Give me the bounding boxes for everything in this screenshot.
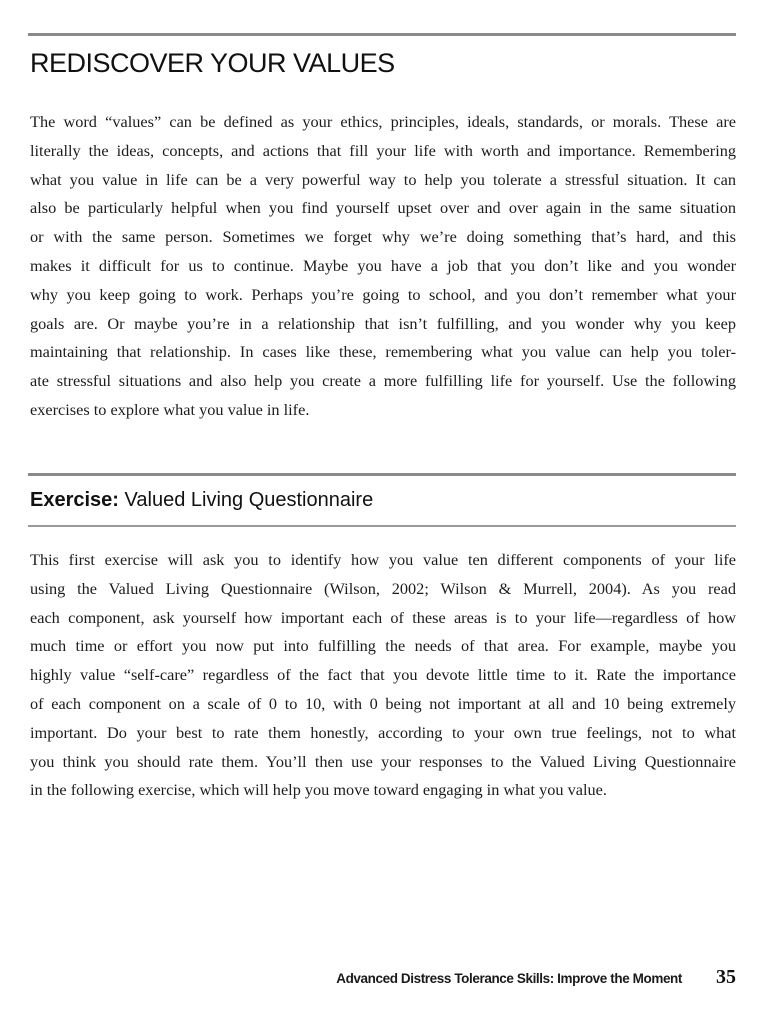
section-title: REDISCOVER YOUR VALUES [30, 48, 395, 78]
exercise-top-rule [28, 473, 736, 476]
page-number: 35 [716, 966, 736, 988]
exercise-line: highly value “self-care” regardless of the fact that you devote little time to it. Rate the importance [30, 665, 736, 685]
page-footer [336, 966, 736, 989]
exercise-heading [30, 489, 373, 512]
exercise-label: Exercise: [30, 489, 119, 511]
running-title: Advanced Distress Tolerance Skills: Improve the Moment [336, 971, 682, 986]
intro-line: or with the same person. Sometimes we forget why we’re doing something that’s hard, and this [30, 227, 736, 247]
exercise-line: using the Valued Living Questionnaire (Wilson, 2002; Wilson & Murrell, 2004). As you read [30, 578, 736, 598]
exercise-line: you think you should rate them. You’ll then use your responses to the Valued Living Questionnaire [30, 751, 736, 771]
intro-line: The word “values” can be defined as your ethics, principles, ideals, standards, or morals. These are [30, 112, 736, 131]
exercise-line: much time or effort you now put into fulfilling the needs of that area. For example, maybe you [30, 636, 736, 656]
exercise-line: each component, ask yourself how important each of these areas is to your life—regardless of how [30, 607, 736, 627]
intro-paragraph [30, 108, 736, 425]
intro-line: what you value in life can be a very powerful way to help you tolerate a stressful situation. It can [30, 169, 736, 189]
exercise-line: important. Do your best to rate them honestly, according to your own true feelings, not to what [30, 722, 736, 742]
intro-line: makes it difficult for us to continue. Maybe you have a job that you don’t like and you wonder [30, 255, 736, 275]
exercise-line: in the following exercise, which will help you move toward engaging in what you value. [30, 780, 607, 800]
intro-line: literally the ideas, concepts, and actions that fill your life with worth and importance. Remembering [30, 140, 736, 160]
exercise-paragraph [30, 546, 736, 805]
title-top-rule [28, 33, 736, 36]
exercise-line: of each component on a scale of 0 to 10, with 0 being not important at all and 10 being extremely [30, 693, 736, 713]
intro-line: why you keep going to work. Perhaps you’re going to school, and you don’t remember what your [30, 284, 736, 304]
intro-line: also be particularly helpful when you find yourself upset over and over again in the same situation [30, 198, 736, 218]
exercise-line: This first exercise will ask you to identify how you value ten different components of your life [30, 550, 736, 569]
intro-line: goals are. Or maybe you’re in a relationship that isn’t fulfilling, and you wonder why you keep [30, 313, 736, 333]
exercise-title: Valued Living Questionnaire [124, 489, 374, 511]
exercise-bottom-rule [28, 525, 736, 527]
intro-line: ate stressful situations and also help you create a more fulfilling life for yourself. Use the following [30, 371, 736, 391]
intro-line: maintaining that relationship. In cases like these, remembering what you value can help you toler- [30, 342, 736, 362]
intro-line: exercises to explore what you value in life. [30, 399, 310, 419]
